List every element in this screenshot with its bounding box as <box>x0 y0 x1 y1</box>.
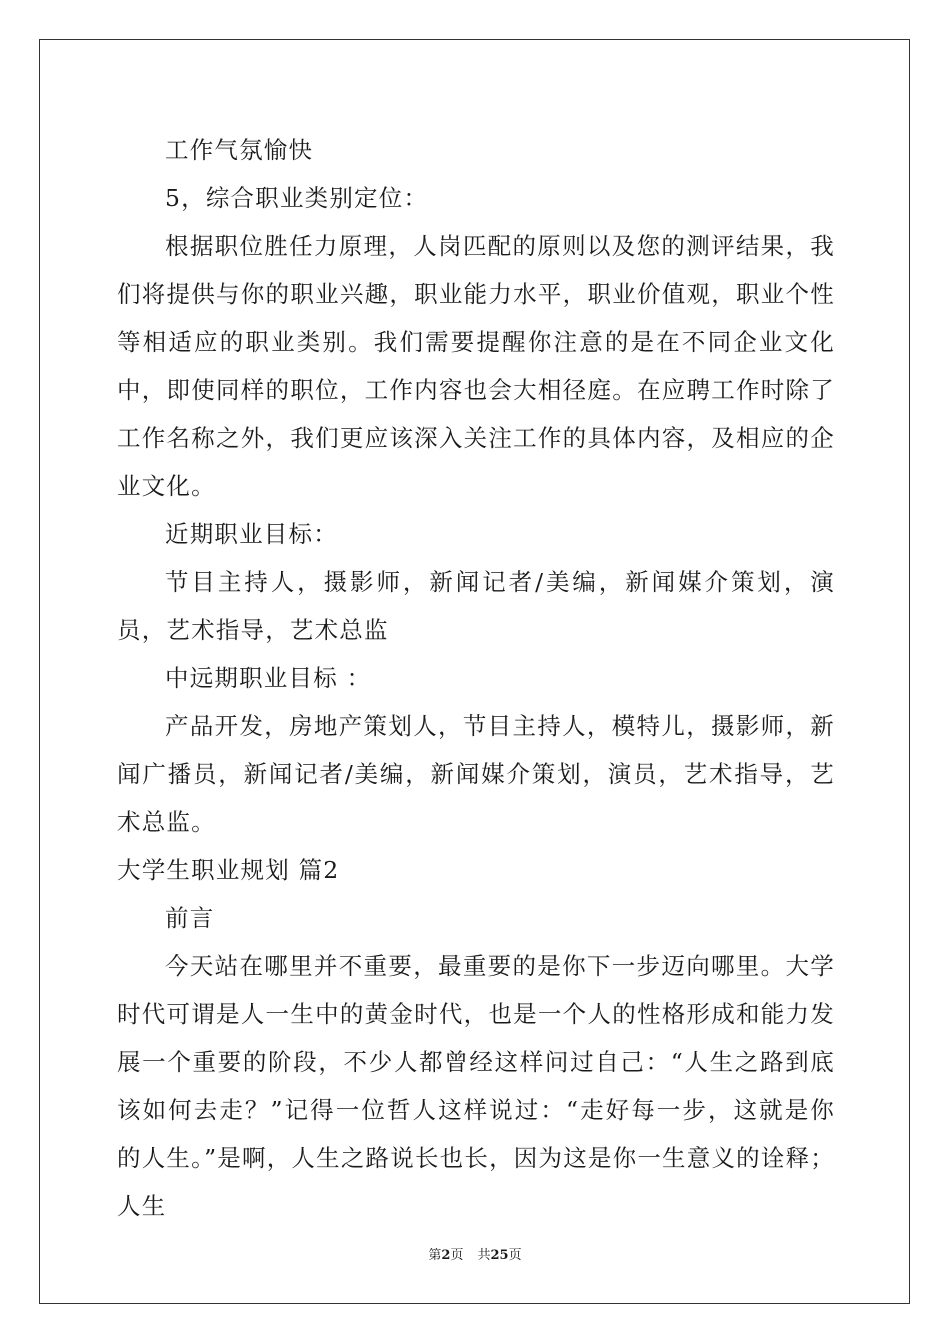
total-unit: 页 <box>508 1248 522 1263</box>
paragraph: 今天站在哪里并不重要，最重要的是你下一步迈向哪里。大学时代可谓是人一生中的黄金时代，也是一个人的性格形成和能力发展一个重要的阶段，不少人都曾经这样问过自己：“人生之路到底该如何去走？”记得一位哲人这样说过：“走好每一步，这就是你的人生。”是啊，人生之路说长也长，因为这是你一生意义的诠释；人生 <box>117 952 835 1220</box>
paragraph: 前言 <box>165 904 215 932</box>
section-heading: 大学生职业规划 篇2 <box>117 856 340 884</box>
paragraph: 节目主持人，摄影师，新闻记者/美编，新闻媒介策划，演员，艺术指导，艺术总监 <box>117 568 835 644</box>
page-footer <box>0 1244 950 1263</box>
paragraph: 5，综合职业类别定位： <box>165 184 429 212</box>
page-unit: 页 <box>450 1248 464 1263</box>
paragraph: 工作气氛愉快 <box>165 136 314 164</box>
paragraph: 近期职业目标： <box>165 520 338 548</box>
page-total: 25 <box>490 1248 509 1263</box>
total-prefix: 共 <box>477 1248 491 1263</box>
paragraph: 中远期职业目标 ： <box>165 664 372 692</box>
page-current: 2 <box>441 1248 451 1263</box>
document-body <box>117 126 835 1230</box>
page-prefix: 第 <box>428 1248 442 1263</box>
paragraph: 产品开发，房地产策划人，节目主持人，模特儿，摄影师，新闻广播员，新闻记者/美编，新闻媒介策划，演员，艺术指导，艺术总监。 <box>117 712 835 836</box>
paragraph: 根据职位胜任力原理，人岗匹配的原则以及您的测评结果，我们将提供与你的职业兴趣，职业能力水平，职业价值观，职业个性等相适应的职业类别。我们需要提醒你注意的是在不同企业文化中，即使同样的职位，工作内容也会大相径庭。在应聘工作时除了工作名称之外，我们更应该深入关注工作的具体内容，及相应的企业文化。 <box>117 232 835 500</box>
